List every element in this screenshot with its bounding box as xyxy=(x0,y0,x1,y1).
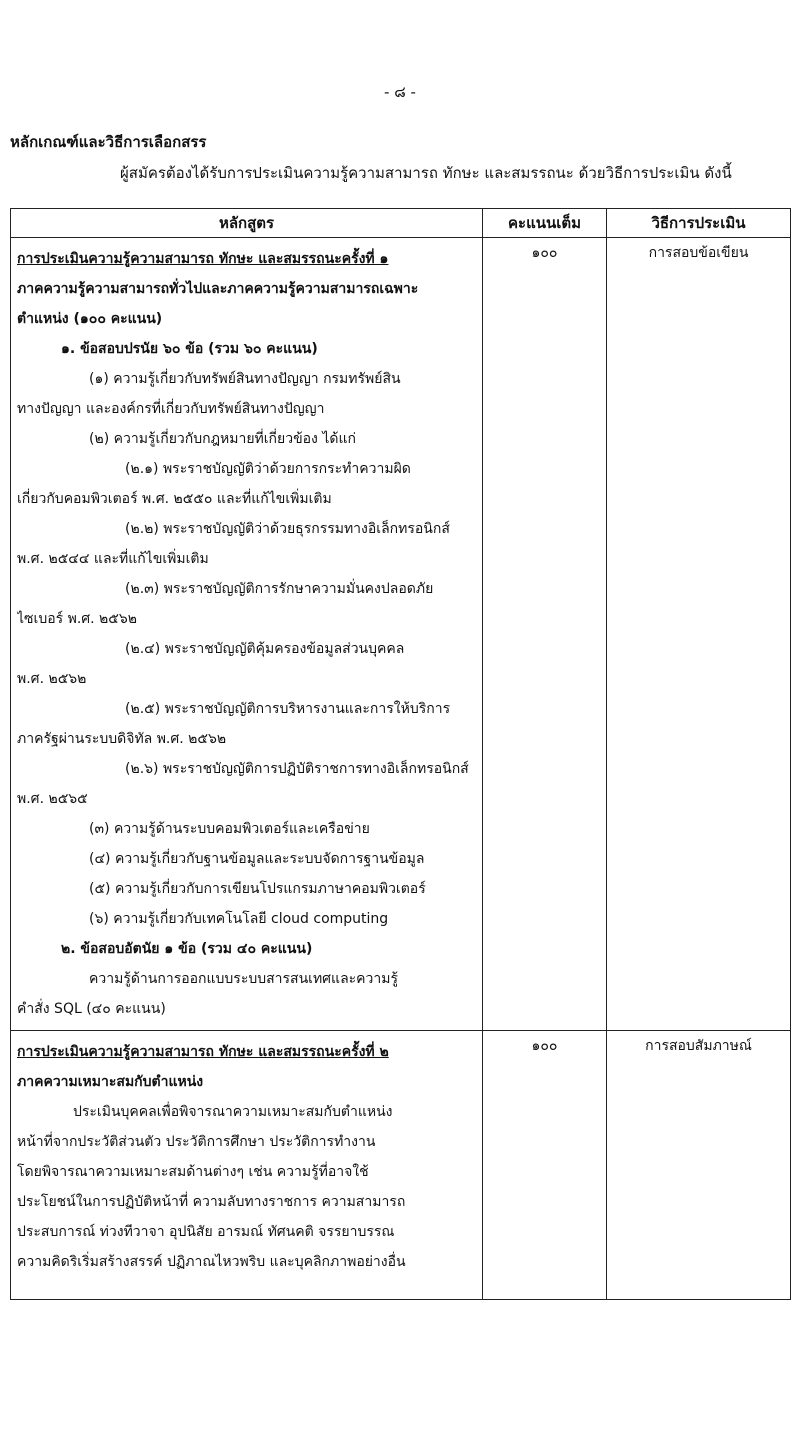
list-item: (๔) ความรู้เกี่ยวกับฐานข้อมูลและระบบจัดการฐานข้อมูล xyxy=(89,851,425,867)
round2-subtitle: ภาคความเหมาะสมกับตำแหน่ง xyxy=(17,1074,204,1090)
list-item: (๒.๕) พระราชบัญญัติการบริหารงานและการให้บริการ xyxy=(125,701,451,717)
round1-subtitle: ภาคความรู้ความสามารถทั่วไปและภาคความรู้ความสามารถเฉพาะ xyxy=(17,281,419,297)
list-item: (๒) ความรู้เกี่ยวกับกฎหมายที่เกี่ยวข้อง ได้แก่ xyxy=(89,431,356,447)
list-item: (๒.๖) พระราชบัญญัติการปฏิบัติราชการทางอิเล็กทรอนิกส์ xyxy=(125,761,469,777)
round2-title: การประเมินความรู้ความสามารถ ทักษะ และสมรรถนะครั้งที่ ๒ xyxy=(17,1044,389,1060)
list-item: (๒.๑) พระราชบัญญัติว่าด้วยการกระทำความผิด xyxy=(125,461,411,477)
list-item-cont: พ.ศ. ๒๕๔๔ และที่แก้ไขเพิ่มเติม xyxy=(17,551,209,567)
list-item: (๒.๔) พระราชบัญญัติคุ้มครองข้อมูลส่วนบุคคล xyxy=(125,641,405,657)
header-course: หลักสูตร xyxy=(11,209,483,238)
table-row xyxy=(11,238,791,1031)
list-item-cont: คำสั่ง SQL (๔๐ คะแนน) xyxy=(17,1001,166,1017)
table-row xyxy=(11,1031,791,1300)
list-item-cont: ทางปัญญา และองค์กรที่เกี่ยวกับทรัพย์สินทางปัญญา xyxy=(17,401,325,417)
intro-text: ผู้สมัครต้องได้รับการประเมินความรู้ความสามารถ ทักษะ และสมรรถนะ ด้วยวิธีการประเมิน ดังนี้ xyxy=(120,164,732,182)
list-item: (๑) ความรู้เกี่ยวกับทรัพย์สินทางปัญญา กรมทรัพย์สิน xyxy=(89,371,401,387)
list-item-cont: ภาครัฐผ่านระบบดิจิทัล พ.ศ. ๒๕๖๒ xyxy=(17,731,227,747)
round2-description-cont: ความคิดริเริ่มสร้างสรรค์ ปฏิภาณไหวพริบ และบุคลิกภาพอย่างอื่น xyxy=(17,1254,406,1270)
round2-description-cont: ประสบการณ์ ท่วงทีวาจา อุปนิสัย อารมณ์ ทัศนคติ จรรยาบรรณ xyxy=(17,1224,395,1240)
table-header-row xyxy=(11,209,791,238)
round1-method: การสอบข้อเขียน xyxy=(607,238,791,1031)
list-item: (๓) ความรู้ด้านระบบคอมพิวเตอร์และเครือข่าย xyxy=(89,821,370,837)
part1-heading: ๑. ข้อสอบปรนัย ๖๐ ข้อ (รวม ๖๐ คะแนน) xyxy=(61,341,318,357)
list-item: (๒.๒) พระราชบัญญัติว่าด้วยธุรกรรมทางอิเล็กทรอนิกส์ xyxy=(125,521,450,537)
round2-course-cell xyxy=(11,1031,483,1300)
list-item-cont: พ.ศ. ๒๕๖๕ xyxy=(17,791,88,807)
round2-score: ๑๐๐ xyxy=(483,1031,607,1300)
round2-description-cont: ประโยชน์ในการปฏิบัติหน้าที่ ความลับทางราชการ ความสามารถ xyxy=(17,1194,406,1210)
header-score: คะแนนเต็ม xyxy=(483,209,607,238)
list-item-cont: เกี่ยวกับคอมพิวเตอร์ พ.ศ. ๒๕๕๐ และที่แก้ไขเพิ่มเติม xyxy=(17,491,332,507)
list-item: (๒.๓) พระราชบัญญัติการรักษาความมั่นคงปลอดภัย xyxy=(125,581,434,597)
header-method: วิธีการประเมิน xyxy=(607,209,791,238)
round2-method: การสอบสัมภาษณ์ xyxy=(607,1031,791,1300)
round1-course-cell xyxy=(11,238,483,1031)
round1-title: การประเมินความรู้ความสามารถ ทักษะ และสมรรถนะครั้งที่ ๑ xyxy=(17,251,389,267)
section-heading: หลักเกณฑ์และวิธีการเลือกสรร xyxy=(10,133,207,151)
round1-subtitle-cont: ตำแหน่ง (๑๐๐ คะแนน) xyxy=(17,311,163,327)
list-item-cont: พ.ศ. ๒๕๖๒ xyxy=(17,671,87,687)
round2-description-cont: หน้าที่จากประวัติส่วนตัว ประวัติการศึกษา ประวัติการทำงาน xyxy=(17,1134,376,1150)
list-item: (๕) ความรู้เกี่ยวกับการเขียนโปรแกรมภาษาคอมพิวเตอร์ xyxy=(89,881,426,897)
round2-description-cont: โดยพิจารณาความเหมาะสมด้านต่างๆ เช่น ความรู้ที่อาจใช้ xyxy=(17,1164,369,1180)
round1-score: ๑๐๐ xyxy=(483,238,607,1031)
criteria-table xyxy=(10,208,791,1300)
page-number: - ๘ - xyxy=(384,83,416,101)
list-item: ความรู้ด้านการออกแบบระบบสารสนเทศและความรู้ xyxy=(89,971,399,987)
list-item: (๖) ความรู้เกี่ยวกับเทคโนโลยี cloud computing xyxy=(89,911,389,927)
round2-description: ประเมินบุคคลเพื่อพิจารณาความเหมาะสมกับตำแหน่ง xyxy=(73,1104,393,1120)
list-item-cont: ไซเบอร์ พ.ศ. ๒๕๖๒ xyxy=(17,611,137,627)
part2-heading: ๒. ข้อสอบอัตนัย ๑ ข้อ (รวม ๔๐ คะแนน) xyxy=(61,941,313,957)
